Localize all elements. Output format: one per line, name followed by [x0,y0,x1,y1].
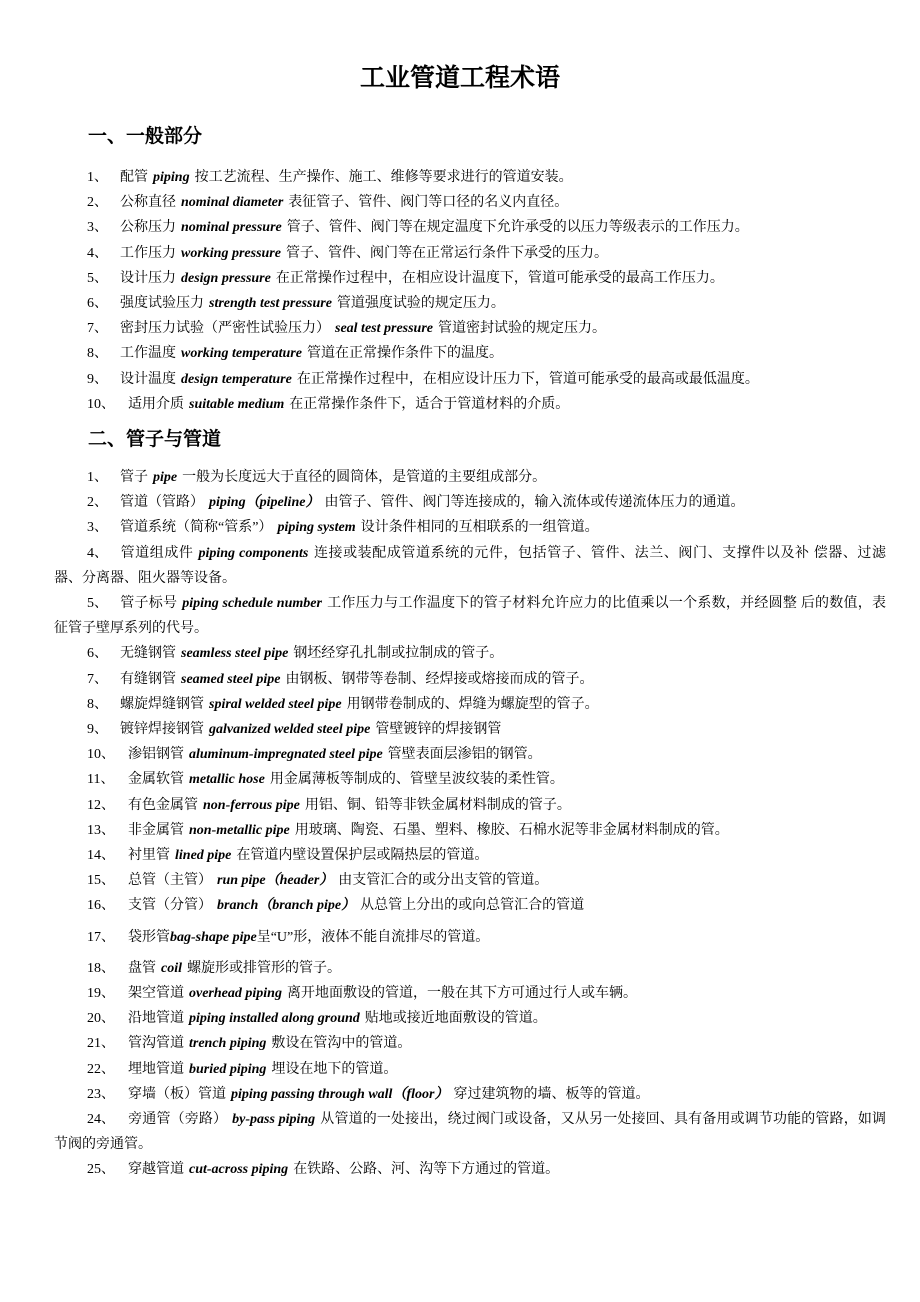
term-english: trench piping [189,1036,267,1052]
term-definition: 工作压力与工作温度下的管子材料允许应力的比值乘以一个系数，并经圆整 后的数值，表征管子壁厚系列的代号。 [54,596,887,637]
term-number: 8、 [87,346,108,362]
term-chinese: 穿越管道 [128,1162,184,1178]
term-chinese: 埋地管道 [128,1061,184,1077]
term-definition: 连接或装配成管道系统的元件，包括管子、管件、法兰、阀门、支撑件以及补 偿器、过滤器、分离器、阻火器等设备。 [54,545,887,586]
term-chinese: 设计温度 [120,371,176,387]
term-definition: 管道在正常操作条件下的温度。 [306,346,503,362]
term-item [54,591,886,641]
term-item [54,818,886,843]
term-number: 13、 [87,822,115,838]
term-english: galvanized welded steel pipe [209,722,371,738]
term-english: metallic hose [189,772,265,788]
term-item [54,190,886,215]
term-definition: 按工艺流程、生产操作、施工、维修等要求进行的管道安装。 [194,170,573,185]
term-item [54,266,886,291]
term-item [54,1082,886,1107]
term-chinese: 总管（主管） [128,873,212,889]
term-number: 24、 [87,1112,115,1128]
term-definition: 管子、管件、阀门等在规定温度下允许承受的以压力等级表示的工作压力。 [286,220,749,236]
term-item [54,1031,886,1056]
term-english: non-metallic pipe [189,822,290,838]
term-item [54,1157,886,1182]
term-chinese: 管道系统（简称“管系”） [120,520,273,536]
term-definition: 管壁表面层渗铝的钢管。 [387,747,542,763]
term-chinese: 渗铝钢管 [128,747,184,763]
term-english: branch（branch pipe） [217,898,356,914]
term-chinese: 金属软管 [128,772,184,788]
term-chinese: 旁通管（旁路） [128,1112,228,1128]
term-number: 9、 [87,371,108,387]
term-definition: 从管道的一处接出，绕过阀门或设备，又从另一处接回、具有备用或调节功能的管路，如调节阀的旁通管。 [54,1112,886,1153]
term-number: 7、 [87,671,108,687]
term-number: 19、 [87,986,115,1002]
document-title: 工业管道工程术语 [359,64,560,92]
term-english: design temperature [181,371,292,387]
term-item [54,465,886,490]
term-item [54,367,886,392]
term-english: non-ferrous pipe [203,797,300,813]
term-chinese: 设计压力 [120,270,176,286]
term-item [54,868,886,893]
term-english: buried piping [189,1061,267,1077]
term-number: 3、 [87,220,108,236]
term-definition: 用金属薄板等制成的、管壁呈波纹装的柔性管。 [269,772,564,788]
term-definition: 管壁镀锌的焊接钢管 [375,722,502,738]
term-item [54,925,886,950]
term-item [54,1107,886,1157]
term-item [54,341,886,366]
term-definition: 管道强度试验的规定压力。 [336,296,505,312]
term-chinese: 适用介质 [128,396,184,412]
term-english: aluminum-impregnated steel pipe [189,747,383,763]
term-definition: 由钢板、钢带等卷制、经焊接或熔接而成的管子。 [285,671,594,687]
term-number: 4、 [87,245,108,261]
term-definition: 表征管子、管件、阀门等口径的名义内直径。 [288,195,569,211]
term-definition: 在正常操作条件下，适合于管道材料的介质。 [289,396,570,412]
term-item [54,541,886,591]
term-number: 2、 [87,195,108,211]
term-number: 25、 [87,1162,115,1178]
term-chinese: 衬里管 [128,848,170,864]
term-definition: 设计条件相同的互相联系的一组管道。 [360,520,599,536]
term-definition: 呈“U”形，液体不能自流排尽的管道。 [256,929,490,945]
term-definition: 用铝、铜、铅等非铁金属材料制成的管子。 [304,797,571,813]
term-item [54,843,886,868]
section-heading-pipes: 二、管子与管道 [88,429,222,450]
term-chinese: 管沟管道 [128,1036,184,1052]
term-definition: 用玻璃、陶瓷、石墨、塑料、橡胶、石棉水泥等非金属材料制成的管。 [294,822,729,838]
term-chinese: 公称直径 [120,195,176,211]
term-definition: 敷设在管沟中的管道。 [271,1036,412,1052]
term-item [54,641,886,666]
term-chinese: 管道（管路） [120,495,204,511]
term-english: run pipe（header） [217,873,334,889]
term-english: seamless steel pipe [181,646,289,662]
term-number: 20、 [87,1011,115,1027]
term-number: 3、 [87,520,108,536]
term-english: suitable medium [189,396,285,412]
term-chinese: 架空管道 [128,986,184,1002]
term-definition: 钢坯经穿孔扎制或拉制成的管子。 [293,646,504,662]
term-chinese: 强度试验压力 [120,296,204,312]
term-item [54,717,886,742]
term-item [54,1006,886,1031]
section-heading-general: 一、一般部分 [88,126,203,147]
term-chinese: 管子标号 [120,596,178,612]
term-definition: 穿过建筑物的墙、板等的管道。 [453,1086,650,1102]
term-chinese: 管子 [120,470,148,485]
term-english: seal test pressure [335,321,433,337]
term-english: strength test pressure [209,296,332,312]
term-english: piping system [277,520,356,536]
term-item [54,893,886,918]
term-chinese: 盘管 [128,960,156,976]
term-english: working pressure [181,245,281,261]
term-chinese: 支管（分管） [128,898,212,914]
term-definition: 在正常操作过程中，在相应设计温度下，管道可能承受的最高工作压力。 [275,270,724,286]
term-definition: 埋设在地下的管道。 [271,1061,398,1077]
term-number: 10、 [87,396,115,412]
term-english: piping components [198,545,309,561]
term-number: 9、 [87,722,108,738]
term-english: overhead piping [189,986,282,1002]
term-english: bag-shape pipe [170,929,257,945]
term-english: piping schedule number [182,596,322,612]
term-number: 8、 [87,696,108,712]
term-chinese: 镀锌焊接钢管 [120,722,204,738]
term-item [54,241,886,266]
term-item [54,490,886,515]
term-number: 17、 [87,929,115,945]
pipe-terms-list [54,465,886,1183]
term-chinese: 有缝钢管 [120,671,176,687]
term-english: lined pipe [175,848,232,864]
term-chinese: 管道组成件 [120,545,194,561]
term-number: 18、 [87,960,115,976]
term-number: 21、 [87,1036,115,1052]
term-definition: 管道密封试验的规定压力。 [438,321,606,337]
term-number: 16、 [87,898,115,914]
term-number: 12、 [87,797,115,813]
term-item [54,515,886,540]
term-number: 11、 [87,772,115,788]
term-definition: 离开地面敷设的管道，一般在其下方可通过行人或车辆。 [286,986,637,1002]
term-item [54,742,886,767]
term-number: 7、 [87,321,108,337]
term-number: 4、 [87,545,108,561]
term-item [54,215,886,240]
term-english: seamed steel pipe [181,671,281,687]
term-chinese: 工作温度 [120,346,176,362]
term-definition: 由支管汇合的或分出支管的管道。 [338,873,549,889]
term-chinese: 工作压力 [120,245,176,261]
term-number: 10、 [87,747,115,763]
term-item [54,165,886,190]
term-number: 22、 [87,1061,115,1077]
term-definition: 由管子、管件、阀门等连接成的，输入流体或传递流体压力的通道。 [324,495,745,511]
term-chinese: 袋形管 [128,929,170,945]
term-english: piping [153,170,190,185]
term-definition: 一般为长度远大于直径的圆筒体，是管道的主要组成部分。 [182,470,547,485]
term-number: 1、 [87,170,108,185]
term-definition: 在管道内壁设置保护层或隔热层的管道。 [236,848,489,864]
term-item [54,692,886,717]
term-definition: 用钢带卷制成的、焊缝为螺旋型的管子。 [346,696,599,712]
term-english: piping（pipeline） [209,495,320,511]
term-number: 2、 [87,495,108,511]
term-item [54,767,886,792]
term-english: design pressure [181,270,271,286]
term-number: 5、 [87,270,108,286]
term-english: working temperature [181,346,302,362]
term-definition: 管子、管件、阀门等在正常运行条件下承受的压力。 [285,245,608,261]
term-item [54,667,886,692]
term-definition: 从总管上分出的或向总管汇合的管道 [360,898,585,914]
term-definition: 贴地或接近地面敷设的管道。 [364,1011,547,1027]
term-number: 14、 [87,848,115,864]
term-english: nominal diameter [181,195,284,211]
term-item [54,956,886,981]
term-item [54,392,886,417]
term-chinese: 无缝钢管 [120,646,176,662]
term-english: cut-across piping [189,1162,289,1178]
term-chinese: 有色金属管 [128,797,198,813]
term-item [54,291,886,316]
term-english: piping installed along ground [189,1011,360,1027]
term-chinese: 公称压力 [120,220,176,236]
term-number: 1、 [87,470,108,485]
term-number: 6、 [87,296,108,312]
term-item [54,793,886,818]
term-number: 6、 [87,646,108,662]
term-english: coil [161,960,182,976]
term-english: spiral welded steel pipe [209,696,342,712]
term-definition: 在铁路、公路、河、沟等下方通过的管道。 [293,1162,560,1178]
term-chinese: 螺旋焊缝钢管 [120,696,204,712]
term-number: 15、 [87,873,115,889]
term-definition: 螺旋形或排管形的管子。 [187,960,341,976]
term-english: nominal pressure [181,220,282,236]
term-chinese: 密封压力试验（严密性试验压力） [120,321,330,337]
term-item [54,1057,886,1082]
term-chinese: 沿地管道 [128,1011,184,1027]
term-chinese: 配管 [120,170,148,185]
term-english: pipe [153,470,178,485]
term-chinese: 穿墙（板）管道 [128,1086,226,1102]
term-number: 23、 [87,1086,115,1102]
term-number: 5、 [87,596,108,612]
term-definition: 在正常操作过程中，在相应设计压力下，管道可能承受的最高或最低温度。 [296,371,759,387]
term-english: piping passing through wall（floor） [231,1086,449,1102]
term-english: by-pass piping [232,1112,316,1128]
term-item [54,981,886,1006]
term-item [54,316,886,341]
general-terms-list [54,165,886,417]
term-chinese: 非金属管 [128,822,184,838]
